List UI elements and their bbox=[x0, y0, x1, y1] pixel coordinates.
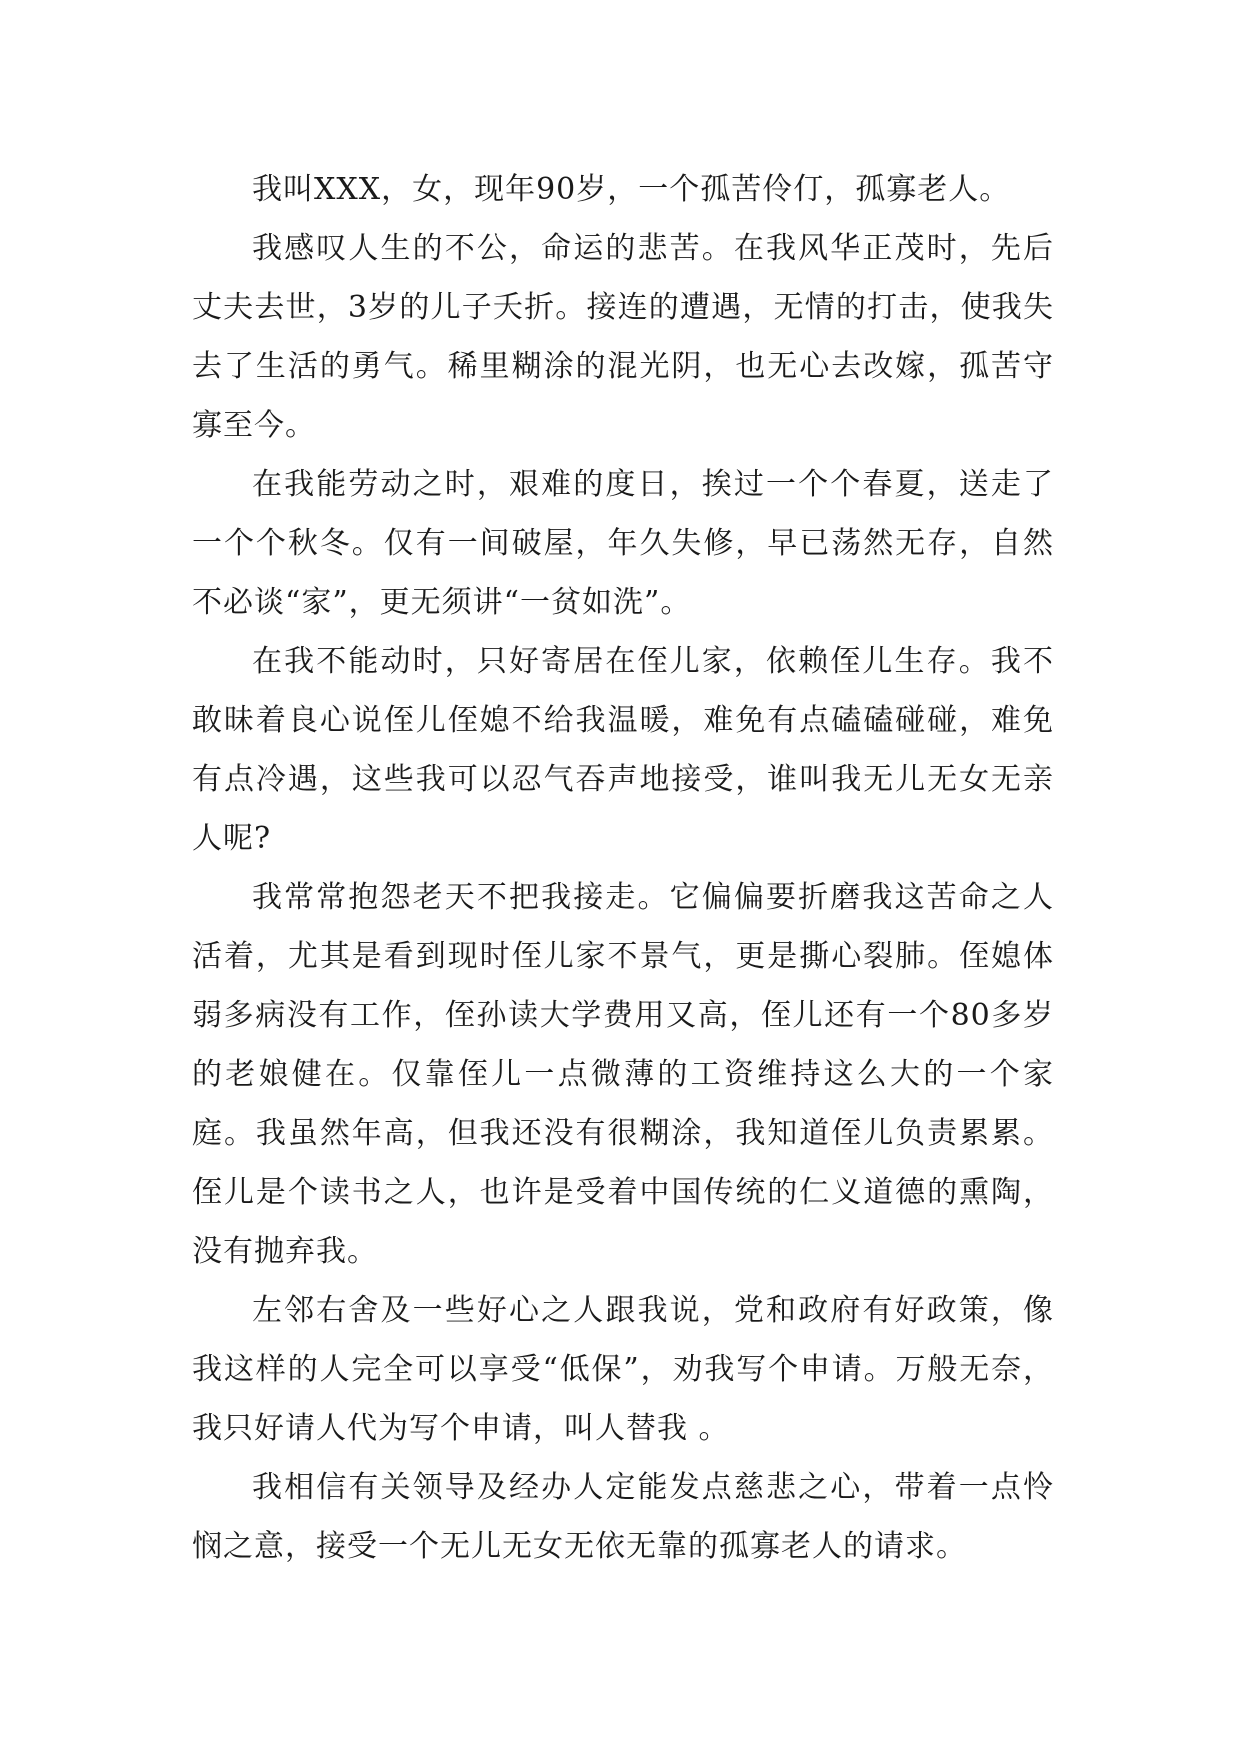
paragraph-2: 我感叹人生的不公，命运的悲苦。在我风华正茂时，先后丈夫去世，3岁的儿子夭折。接连的遭遇，无情的打击，使我失去了生活的勇气。稀里糊涂的混光阴，也无心去改嫁，孤苦守寡至今。 bbox=[192, 231, 1054, 443]
paragraph-5: 我常常抱怨老天不把我接走。它偏偏要折磨我这苦命之人活着，尤其是看到现时侄儿家不景气，更是撕心裂肺。侄媳体弱多病没有工作，侄孙读大学费用又高，侄儿还有一个80多岁的老娘健在。仅靠侄儿一点微薄的工资维持这么大的一个家庭。我虽然年高，但我还没有很糊涂，我知道侄儿负责累累。侄儿是个读书之人，也许是受着中国传统的仁义道德的熏陶，没有抛弃我。 bbox=[192, 880, 1054, 1269]
paragraph-3: 在我能劳动之时，艰难的度日，挨过一个个春夏，送走了一个个秋冬。仅有一间破屋，年久失修，早已荡然无存，自然不必谈“家”，更无须讲“一贫如洗”。 bbox=[192, 467, 1054, 620]
paragraph-4: 在我不能动时，只好寄居在侄儿家，依赖侄儿生存。我不敢昧着良心说侄儿侄媳不给我温暖，难免有点磕磕碰碰，难免有点冷遇，这些我可以忍气吞声地接受，谁叫我无儿无女无亲人呢? bbox=[192, 644, 1054, 856]
paragraph-6: 左邻右舍及一些好心之人跟我说，党和政府有好政策，像我这样的人完全可以享受“低保”，劝我写个申请。万般无奈，我只好请人代为写个申请，叫人替我 。 bbox=[192, 1293, 1054, 1446]
paragraph-7: 我相信有关领导及经办人定能发点慈悲之心，带着一点怜悯之意，接受一个无儿无女无依无靠的孤寡老人的请求。 bbox=[192, 1470, 1054, 1564]
paragraph-1: 我叫XXX，女，现年90岁，一个孤苦伶仃，孤寡老人。 bbox=[252, 172, 1011, 207]
document-body bbox=[192, 160, 1054, 1576]
